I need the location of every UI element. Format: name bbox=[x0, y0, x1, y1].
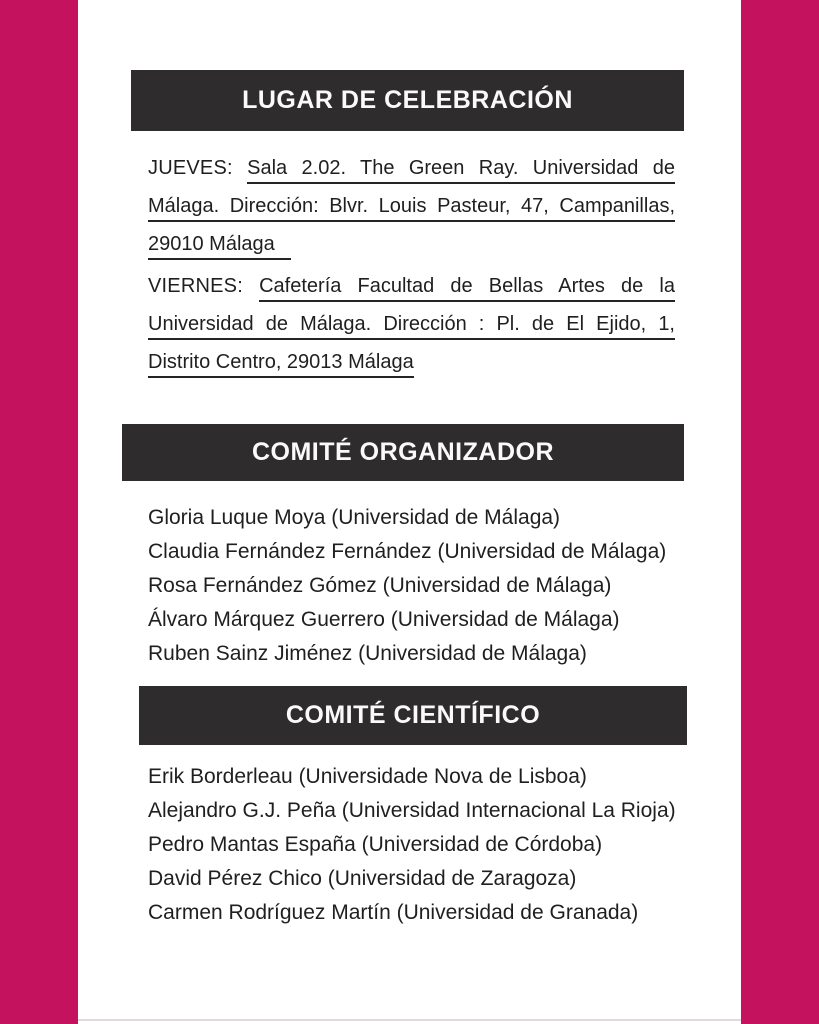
day-label: VIERNES: bbox=[148, 275, 243, 297]
committee-member: Erik Borderleau (Universidade Nova de Lisboa) bbox=[148, 765, 587, 788]
section-header-scientific-committee bbox=[139, 686, 687, 745]
venue-friday-paragraph bbox=[148, 267, 675, 381]
committee-member: Carmen Rodríguez Martín (Universidad de Granada) bbox=[148, 901, 639, 924]
scientific-committee-list bbox=[148, 760, 714, 930]
section-title-venue: LUGAR DE CELEBRACIÓN bbox=[242, 86, 573, 114]
day-label: JUEVES: bbox=[148, 157, 233, 179]
committee-member: Álvaro Márquez Guerrero (Universidad de Málaga) bbox=[148, 608, 620, 631]
committee-member: David Pérez Chico (Universidad de Zaragoza) bbox=[148, 867, 577, 890]
address-line bbox=[148, 149, 675, 187]
committee-member: Alejandro G.J. Peña (Universidad Internacional La Rioja) bbox=[148, 799, 676, 822]
address-line bbox=[148, 343, 675, 381]
address-line bbox=[148, 305, 675, 343]
address-underlined-text: Málaga. Dirección: Blvr. Louis Pasteur, 47, Campanillas, bbox=[148, 195, 675, 222]
committee-member: Pedro Mantas España (Universidad de Córdoba) bbox=[148, 833, 603, 856]
address-underlined-text: Sala 2.02. The Green Ray. Universidad de bbox=[247, 157, 675, 184]
left-accent-bar bbox=[0, 0, 78, 1024]
section-title-organizing-committee: COMITÉ ORGANIZADOR bbox=[251, 438, 555, 466]
right-accent-bar bbox=[741, 0, 819, 1024]
address-line bbox=[148, 225, 675, 263]
section-header-organizing-committee bbox=[122, 424, 684, 481]
address-underlined-text: 29010 Málaga bbox=[148, 233, 291, 260]
page-bottom-divider bbox=[78, 1019, 741, 1021]
organizing-committee-list bbox=[148, 501, 714, 671]
address-line bbox=[148, 187, 675, 225]
venue-thursday-paragraph bbox=[148, 149, 675, 263]
section-title-scientific-committee: COMITÉ CIENTÍFICO bbox=[285, 701, 541, 729]
section-header-venue bbox=[131, 70, 684, 131]
committee-member: Rosa Fernández Gómez (Universidad de Málaga) bbox=[148, 574, 612, 597]
committee-member: Claudia Fernández Fernández (Universidad de Málaga) bbox=[148, 540, 667, 563]
address-underlined-text: Cafetería Facultad de Bellas Artes de la bbox=[259, 275, 675, 302]
committee-member: Ruben Sainz Jiménez (Universidad de Málaga) bbox=[148, 642, 587, 665]
address-underlined-text: Distrito Centro, 29013 Málaga bbox=[148, 351, 414, 378]
address-underlined-text: Universidad de Málaga. Dirección : Pl. de El Ejido, 1, bbox=[148, 313, 675, 340]
committee-member: Gloria Luque Moya (Universidad de Málaga) bbox=[148, 506, 561, 529]
address-line bbox=[148, 267, 675, 305]
